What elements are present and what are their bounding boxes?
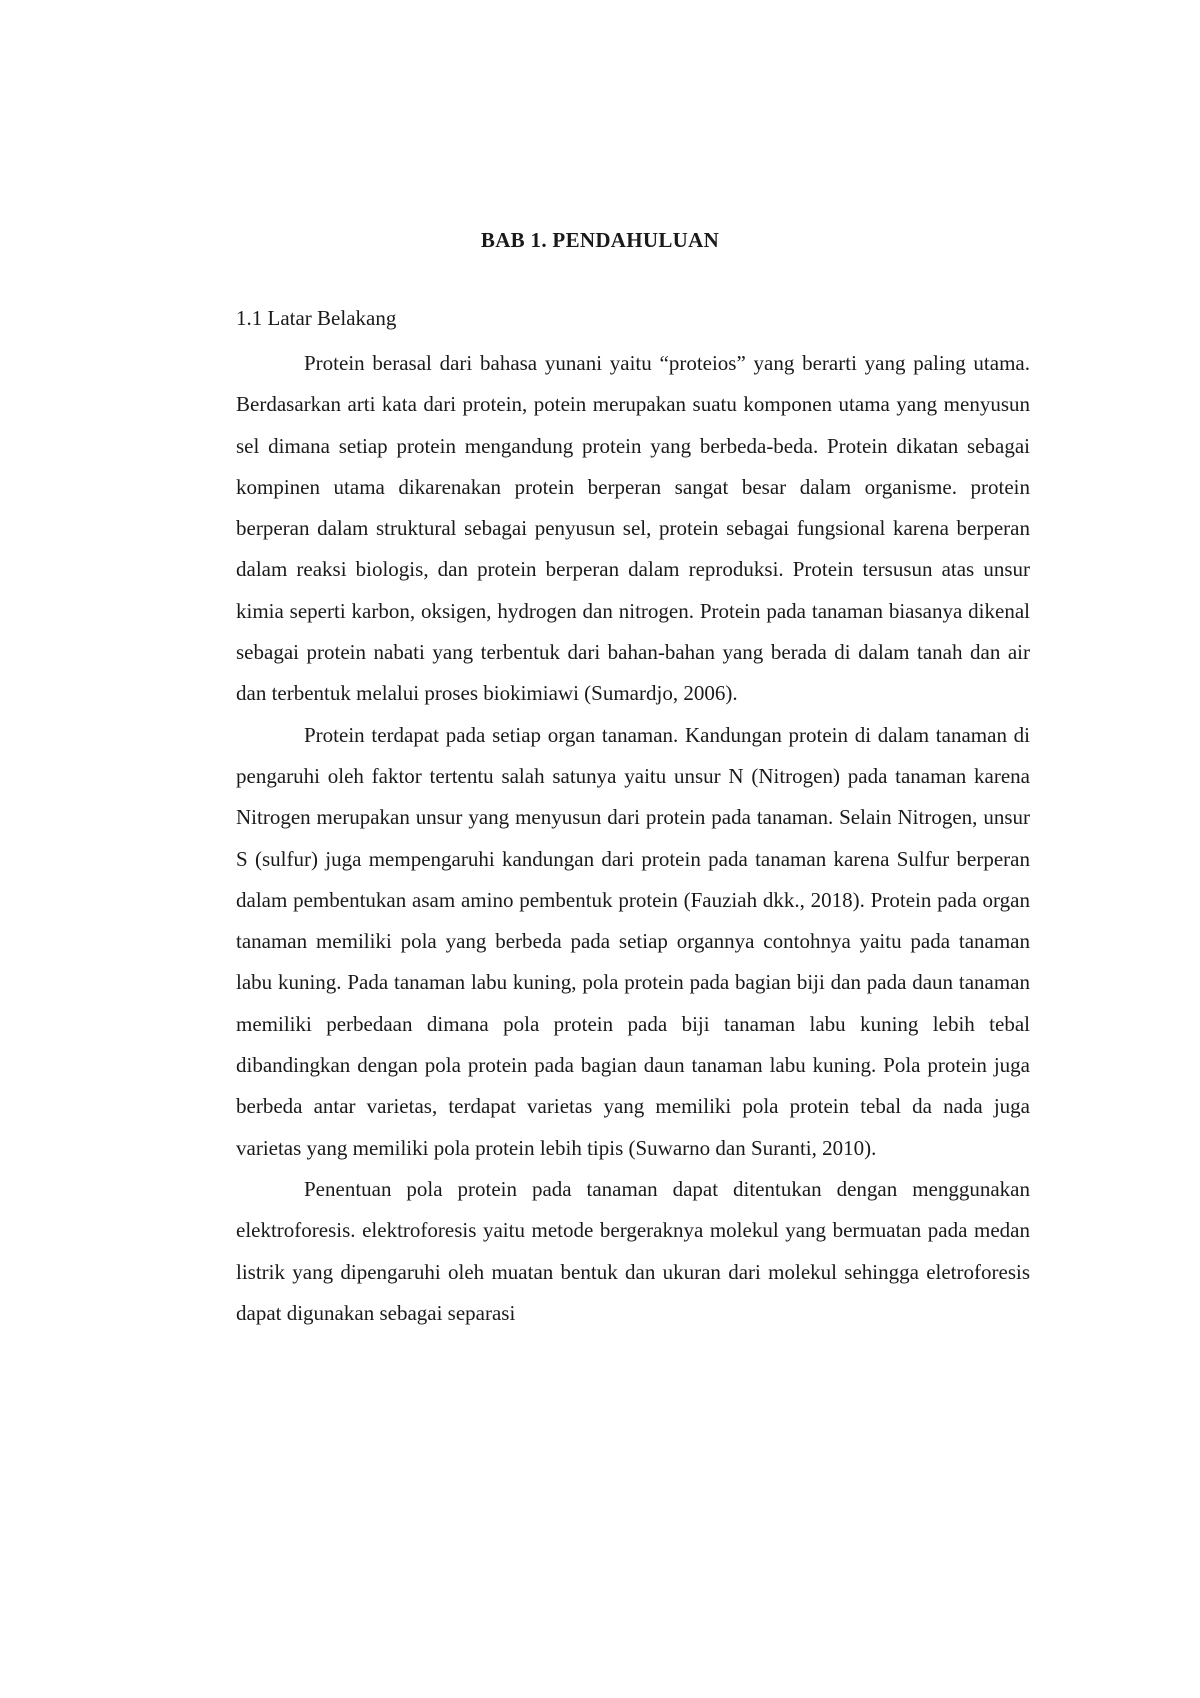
paragraph: Protein terdapat pada setiap organ tanaman. Kandungan protein di dalam tanaman di pengaruhi oleh faktor tertentu salah satunya yaitu unsur N (Nitrogen) pada tanaman karena Nitrogen merupakan unsur yang menyusun dari protein pada tanaman. Selain Nitrogen, unsur S (sulfur) juga mempengaruhi kandungan dari protein pada tanaman karena Sulfur berperan dalam pembentukan asam amino pembentuk protein (Fauziah dkk., 2018). Protein pada organ tanaman memiliki pola yang berbeda pada setiap organnya contohnya yaitu pada tanaman labu kuning. Pada tanaman labu kuning, pola protein pada bagian biji dan pada daun tanaman memiliki perbedaan dimana pola protein pada biji tanaman labu kuning lebih tebal dibandingkan dengan pola protein pada bagian daun tanaman labu kuning. Pola protein juga berbeda antar varietas, terdapat varietas yang memiliki pola protein tebal da nada juga varietas yang memiliki pola protein lebih tipis (Suwarno dan Suranti, 2010). [236,722,1030,1160]
chapter-title: BAB 1. PENDAHULUAN [480,228,720,252]
paragraph: Penentuan pola protein pada tanaman dapat ditentukan dengan menggunakan elektroforesis. elektroforesis yaitu metode bergeraknya molekul yang bermuatan pada medan listrik yang dipengaruhi oleh muatan bentuk dan ukuran dari molekul sehingga eletroforesis dapat digunakan sebagai separasi [236,1176,1030,1325]
paragraph: Protein berasal dari bahasa yunani yaitu “proteios” yang berarti yang paling utama. Berdasarkan arti kata dari protein, potein merupakan suatu komponen utama yang menyusun sel dimana setiap protein mengandung protein yang berbeda-beda. Protein dikatan sebagai kompinen utama dikarenakan protein berperan sangat besar dalam organisme. protein berperan dalam struktural sebagai penyusun sel, protein sebagai fungsional karena berperan dalam reaksi biologis, dan protein berperan dalam reproduksi. Protein tersusun atas unsur kimia seperti karbon, oksigen, hydrogen dan nitrogen. Protein pada tanaman biasanya dikenal sebagai protein nabati yang terbentuk dari bahan-bahan yang berada di dalam tanah dan air dan terbentuk melalui proses biokimiawi (Sumardjo, 2006). [236,351,1030,706]
section-heading: 1.1 Latar Belakang [236,306,397,330]
body-text [236,343,1030,1334]
